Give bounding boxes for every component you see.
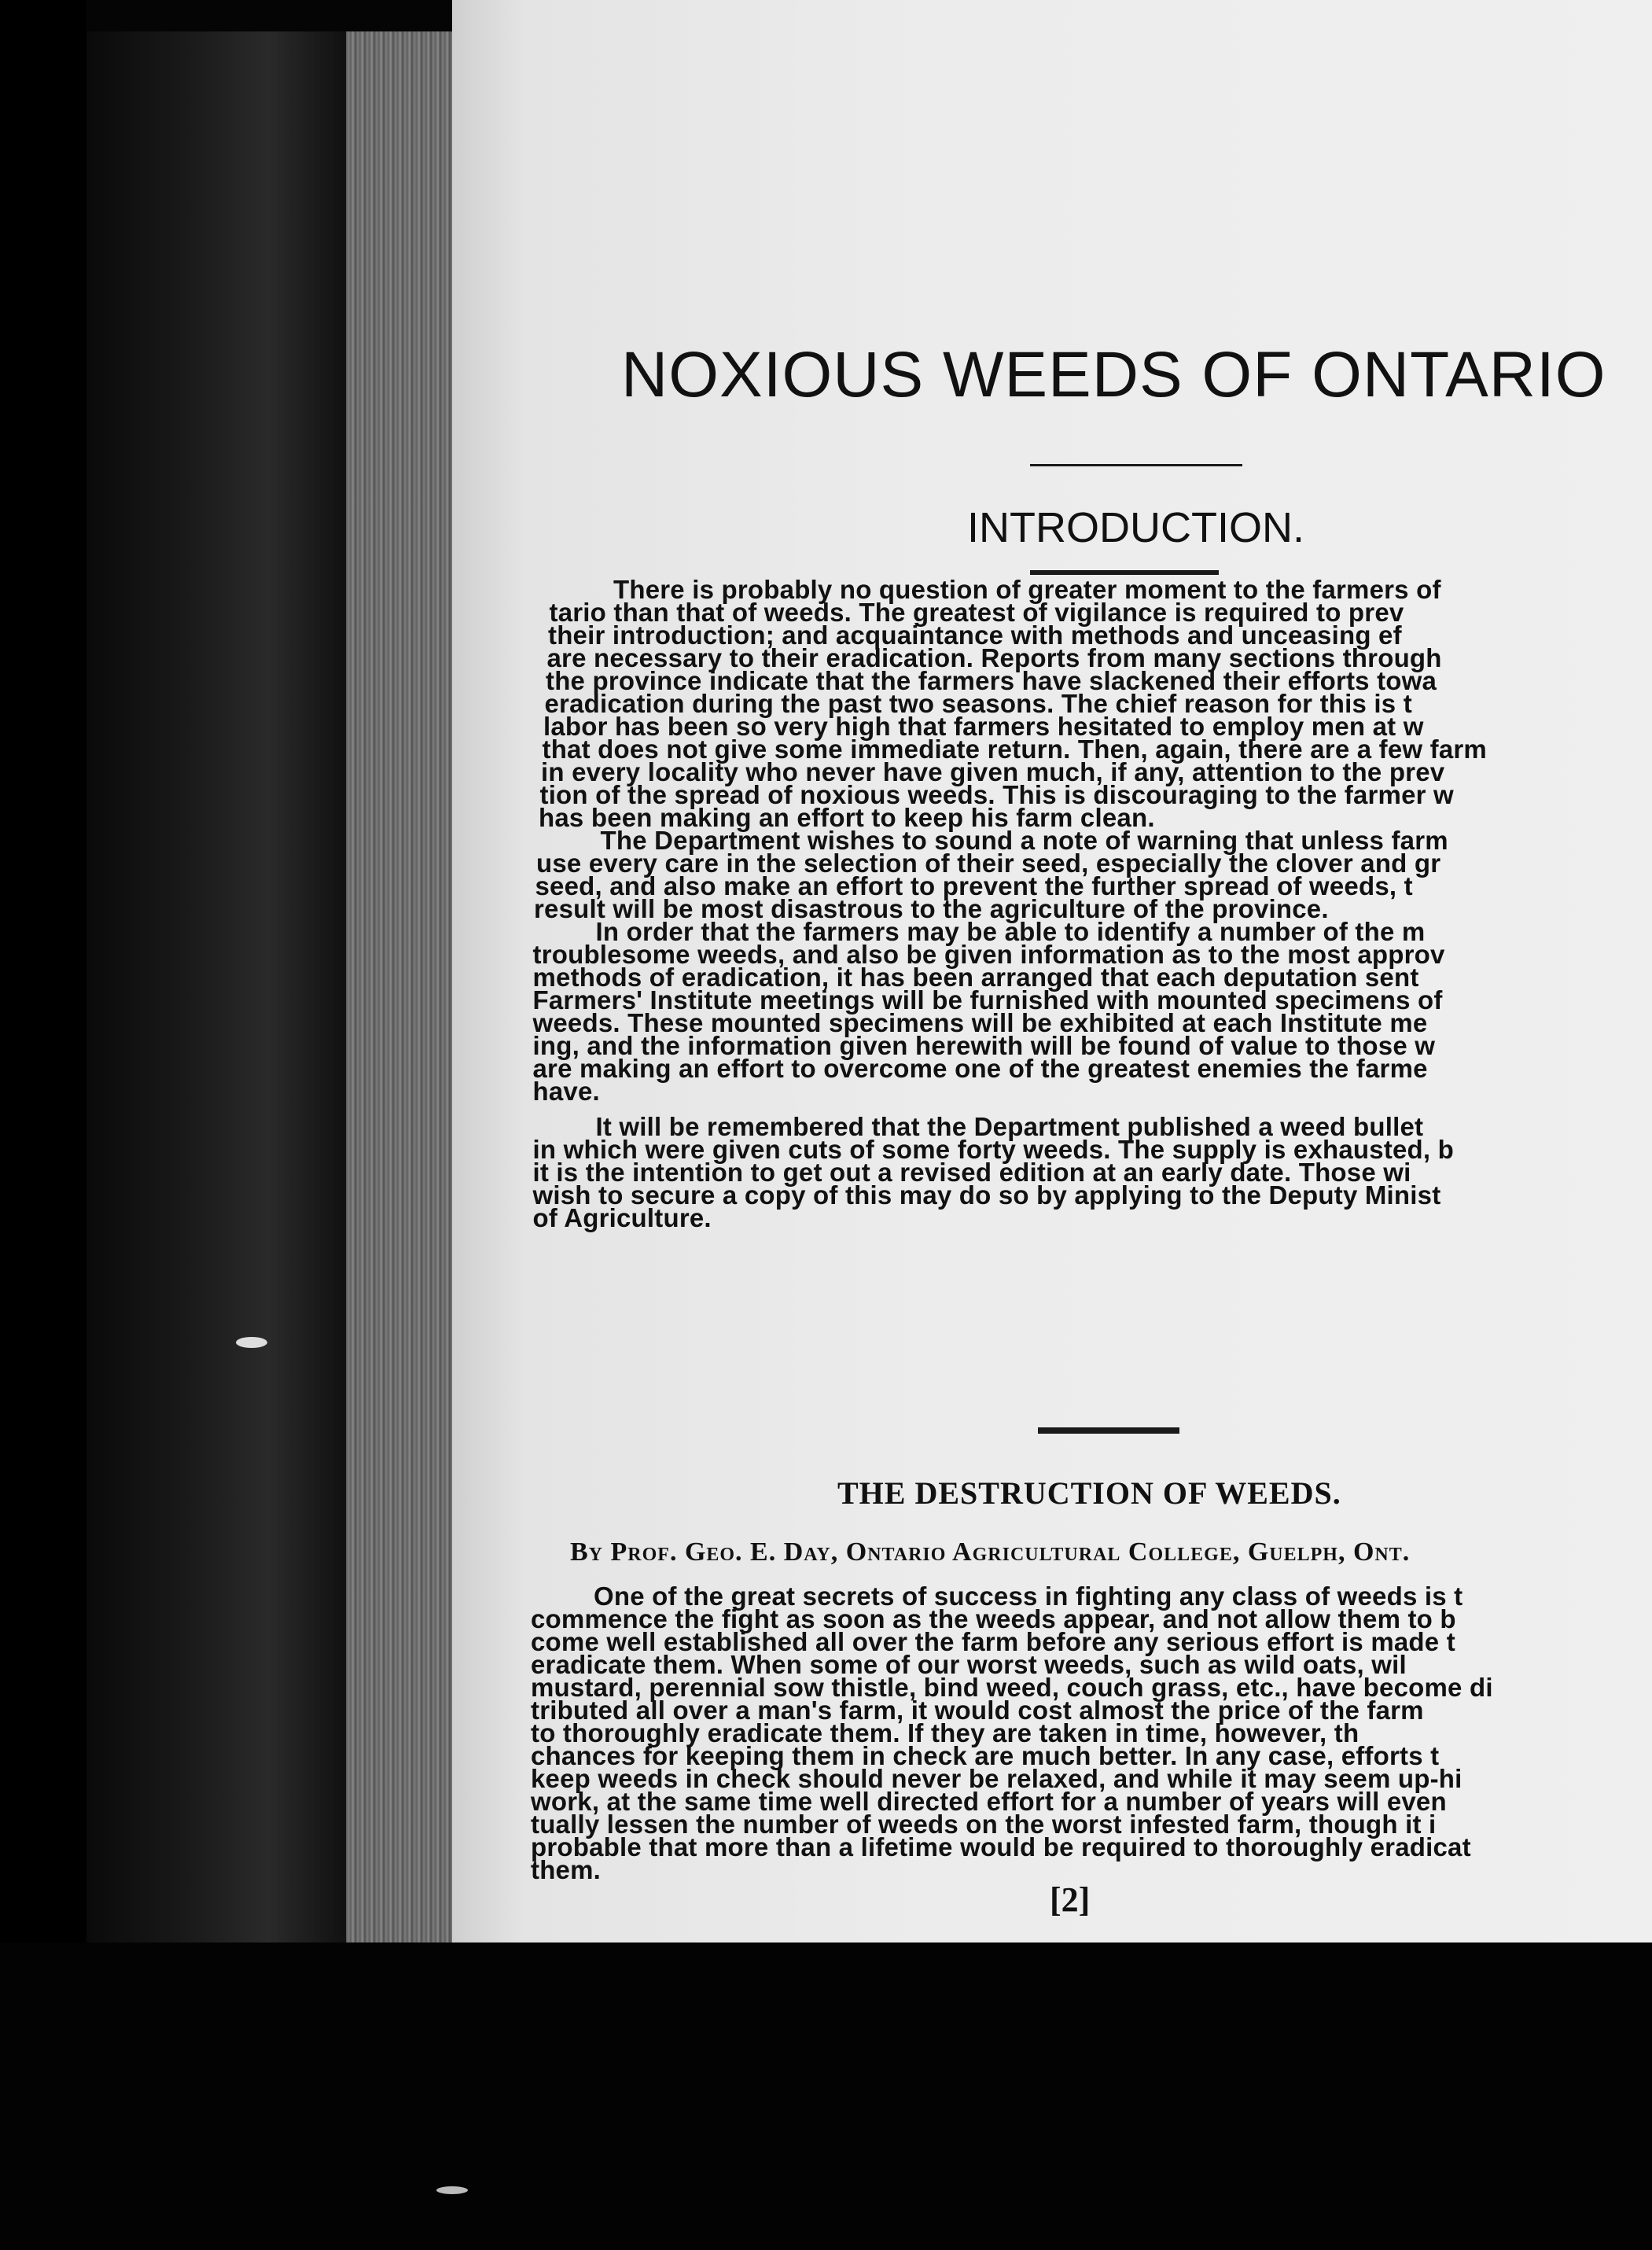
destruction-paragraph <box>531 1582 1652 1884</box>
section-divider <box>1038 1427 1179 1434</box>
page-stack-edges <box>346 31 464 1950</box>
text-line: come well established all over the farm before any serious effort is made t <box>531 1627 1455 1656</box>
book-cover-edge <box>86 31 346 1950</box>
dust-speck <box>236 1337 267 1348</box>
text-line: mustard, perennial sow thistle, bind weed, couch grass, etc., have become di <box>531 1673 1493 1702</box>
text-line: are making an effort to overcome one of the greatest enemies the farme <box>532 1054 1428 1083</box>
scan-background <box>0 1943 1652 2250</box>
text-line: have. <box>532 1077 600 1106</box>
text-line: it is the intention to get out a revised edition at an early date. Those wi <box>532 1158 1411 1187</box>
text-line: commence the fight as soon as the weeds appear, and not allow them to b <box>531 1604 1456 1633</box>
text-line: the province indicate that the farmers have slackened their efforts towa <box>546 666 1437 695</box>
text-line: troublesome weeds, and also be given information as to the most approv <box>532 940 1445 969</box>
text-line: weeds. These mounted specimens will be exhibited at each Institute me <box>532 1008 1428 1037</box>
text-line: tributed all over a man's farm, it would cost almost the price of the farm <box>531 1696 1424 1725</box>
text-line: tario than that of weeds. The greatest of vigilance is required to prev <box>549 598 1404 627</box>
text-line: Farmers' Institute meetings will be furnished with mounted specimens of <box>532 985 1443 1015</box>
text-line: their introduction; and acquaintance with methods and unceasing ef <box>548 620 1402 650</box>
text-line: One of the great secrets of success in fighting any class of weeds is t <box>594 1582 1463 1611</box>
text-line: chances for keeping them in check are much better. In any case, efforts t <box>531 1741 1440 1770</box>
text-line: are necessary to their eradication. Reports from many sections through <box>546 643 1442 672</box>
text-line: wish to secure a copy of this may do so by applying to the Deputy Minist <box>532 1180 1441 1210</box>
text-line: result will be most disastrous to the agriculture of the province. <box>534 894 1329 923</box>
text-line: that does not give some immediate return. Then, again, there are a few farm <box>542 735 1487 764</box>
section-heading-introduction: INTRODUCTION. <box>967 504 1304 551</box>
text-line: them. <box>531 1855 602 1884</box>
dust-speck <box>436 2186 468 2194</box>
text-line: probable that more than a lifetime would be required to thoroughly eradicat <box>531 1832 1471 1861</box>
text-line: In order that the farmers may be able to identify a number of the m <box>595 917 1426 946</box>
page-title: NOXIOUS WEEDS OF ONTARIO <box>621 339 1606 411</box>
introduction-paragraphs <box>532 575 1651 1232</box>
text-line: tion of the spread of noxious weeds. This is discouraging to the farmer w <box>539 780 1454 809</box>
text-line: use every care in the selection of their seed, especially the clover and gr <box>536 849 1441 878</box>
text-line: It will be remembered that the Department published a weed bullet <box>595 1112 1424 1141</box>
text-line: seed, and also make an effort to prevent the further spread of weeds, t <box>535 871 1413 900</box>
page-number: [2] <box>1050 1880 1091 1919</box>
text-line: eradicate them. When some of our worst weeds, such as wild oats, wil <box>531 1650 1407 1679</box>
text-line: eradication during the past two seasons. The chief reason for this is t <box>544 689 1412 718</box>
text-line: of Agriculture. <box>532 1203 712 1232</box>
text-line: in every locality who never have given much, if any, attention to the prev <box>541 757 1445 786</box>
text-line: labor has been so very high that farmers hesitated to employ men at w <box>543 712 1424 741</box>
text-line: work, at the same time well directed effort for a number of years will even <box>531 1787 1447 1816</box>
text-line: to thoroughly eradicate them. If they are taken in time, however, th <box>531 1718 1359 1747</box>
text-line: The Department wishes to sound a note of warning that unless farm <box>600 826 1448 855</box>
title-divider <box>1030 464 1242 466</box>
text-line: has been making an effort to keep his farm clean. <box>539 803 1155 832</box>
text-line: There is probably no question of greater moment to the farmers of <box>613 575 1441 604</box>
section-heading-destruction: THE DESTRUCTION OF WEEDS. <box>837 1475 1341 1511</box>
text-line: tually lessen the number of weeds on the worst infested farm, though it i <box>531 1810 1437 1839</box>
text-line: in which were given cuts of some forty weeds. The supply is exhausted, b <box>532 1135 1455 1164</box>
text-line: keep weeds in check should never be relaxed, and while it may seem up-hi <box>531 1764 1463 1793</box>
author-byline: By Prof. Geo. E. Day, Ontario Agricultural College, Guelph, Ont. <box>570 1537 1411 1567</box>
text-line: ing, and the information given herewith will be found of value to those w <box>532 1031 1436 1060</box>
book-spine <box>0 0 86 2250</box>
text-line: methods of eradication, it has been arranged that each deputation sent <box>532 963 1419 992</box>
